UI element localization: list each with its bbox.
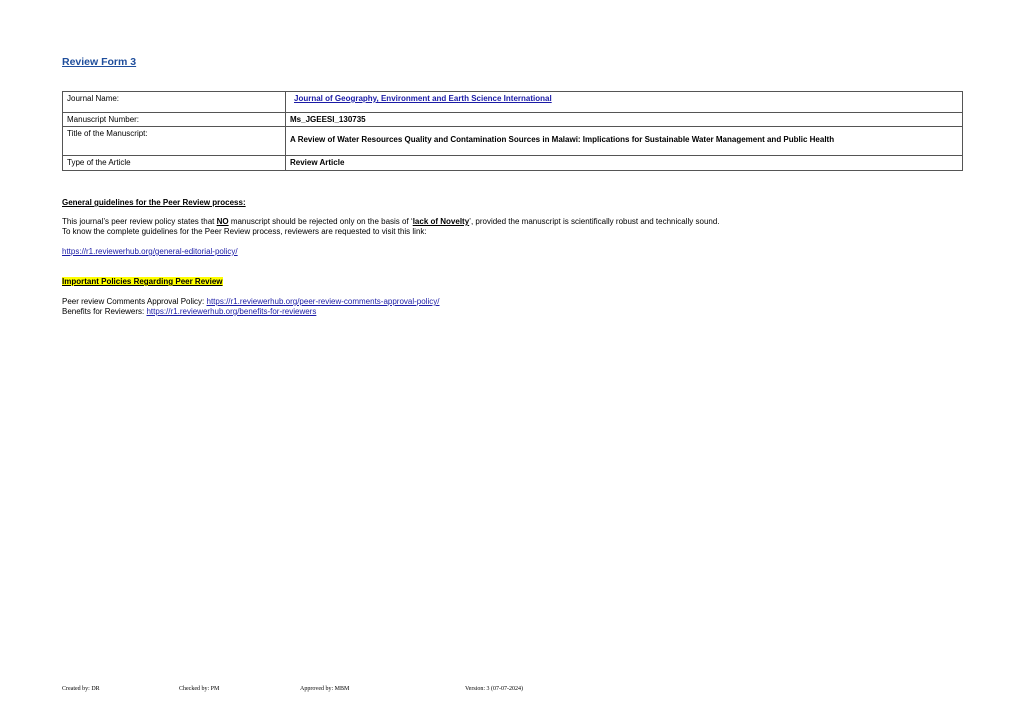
editorial-policy-link[interactable]: https://r1.reviewerhub.org/general-editorial-policy/ bbox=[62, 247, 238, 256]
guidelines-paragraph bbox=[62, 217, 720, 237]
benefits-line bbox=[62, 307, 439, 317]
table-row-journal bbox=[63, 92, 963, 113]
benefits-link[interactable]: https://r1.reviewerhub.org/benefits-for-reviewers bbox=[146, 307, 317, 316]
policy-text-no: NO bbox=[216, 217, 229, 226]
policy-text-c: ’, provided the manuscript is scientifically robust and technically sound. bbox=[469, 217, 720, 226]
table-row-title bbox=[63, 127, 963, 156]
approval-policy-link[interactable]: https://r1.reviewerhub.org/peer-review-comments-approval-policy/ bbox=[206, 297, 440, 306]
guidelines-instruction: To know the complete guidelines for the Peer Review process, reviewers are requested to visit this link: bbox=[62, 227, 427, 236]
policies-paragraph bbox=[62, 297, 439, 317]
policy-text-lack: lack of Novelty bbox=[412, 217, 470, 226]
manuscript-label: Manuscript Number: bbox=[63, 113, 286, 127]
footer-checked: Checked by: PM bbox=[179, 686, 220, 692]
type-label: Type of the Article bbox=[63, 156, 286, 171]
footer-version: Version: 3 (07-07-2024) bbox=[465, 686, 523, 692]
approval-policy-line bbox=[62, 297, 439, 307]
benefits-label: Benefits for Reviewers: bbox=[62, 307, 147, 316]
table-row-manuscript bbox=[63, 113, 963, 127]
form-title: Review Form 3 bbox=[62, 56, 137, 68]
guidelines-link-line bbox=[62, 247, 238, 257]
manuscript-title: A Review of Water Resources Quality and Contamination Sources in Malawi: Implications for Sustainable Water Management and Public Health bbox=[290, 135, 835, 144]
approval-policy-label: Peer review Comments Approval Policy: bbox=[62, 297, 207, 306]
policy-text-b: manuscript should be rejected only on the basis of ‘ bbox=[228, 217, 413, 226]
manuscript-details-table bbox=[62, 91, 963, 171]
journal-cell bbox=[286, 92, 963, 113]
guidelines-heading: General guidelines for the Peer Review process: bbox=[62, 198, 246, 207]
footer-created: Created by: DR bbox=[62, 686, 100, 692]
policy-text-a: This journal’s peer review policy states that bbox=[62, 217, 217, 226]
policies-heading: Important Policies Regarding Peer Review bbox=[62, 277, 223, 286]
table-row-type bbox=[63, 156, 963, 171]
policy-statement bbox=[62, 217, 720, 227]
title-label: Title of the Manuscript: bbox=[63, 127, 286, 156]
journal-link[interactable]: Journal of Geography, Environment and Earth Science International bbox=[294, 94, 552, 103]
article-type: Review Article bbox=[286, 156, 963, 171]
title-cell bbox=[286, 127, 963, 156]
footer-approved: Approved by: MBM bbox=[300, 686, 350, 692]
journal-label: Journal Name: bbox=[63, 92, 286, 113]
manuscript-number: Ms_JGEESI_130735 bbox=[286, 113, 963, 127]
